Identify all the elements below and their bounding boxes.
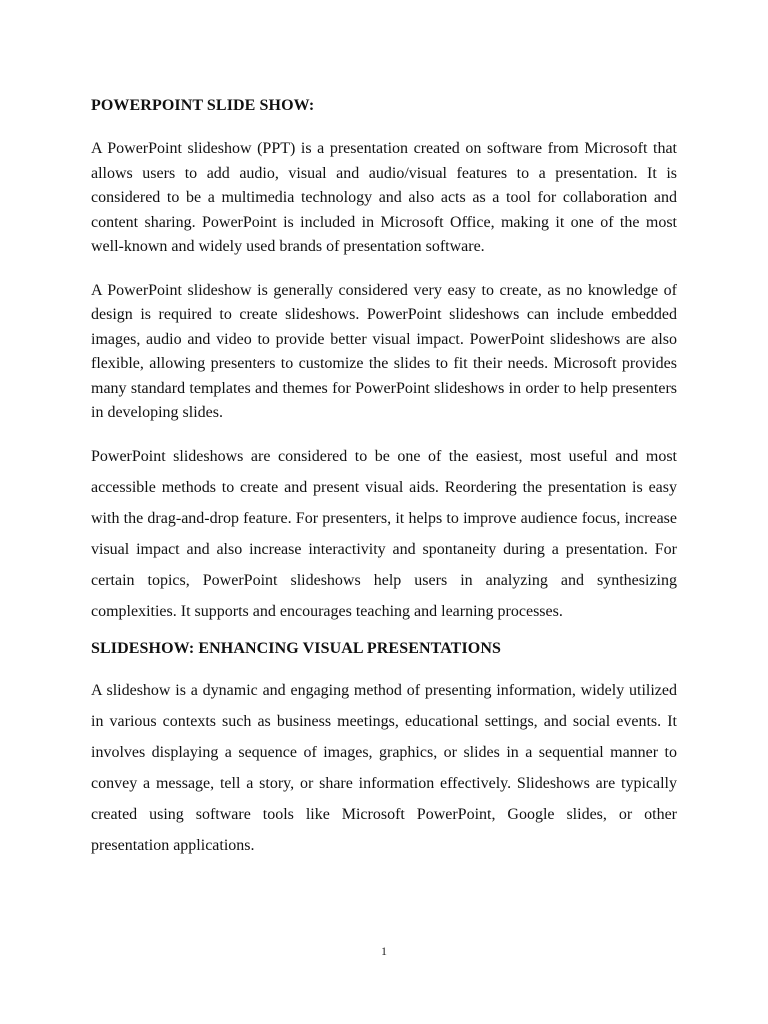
- paragraph-slideshow-definition: A slideshow is a dynamic and engaging method of presenting information, widely utilized in various contexts such as business meetings, educational settings, and social events. It involves displaying a sequence of images, graphics, or slides in a sequential manner to convey a message, tell a story, or share information effectively. Slideshows are typically created using software tools like Microsoft PowerPoint, Google slides, or other presentation applications.: [91, 681, 677, 854]
- paragraph-ppt-ease-of-creation: A PowerPoint slideshow is generally considered very easy to create, as no knowledge of design is required to create slideshows. PowerPoint slideshows can include embedded images, audio and video to provide better visual impact. PowerPoint slideshows are also flexible, allowing presenters to customize the slides to fit their needs. Microsoft provides many standard templates and themes for PowerPoint slideshows in order to help presenters in developing slides.: [91, 281, 677, 421]
- page-number: 1: [381, 944, 387, 958]
- paragraph-ppt-definition: A PowerPoint slideshow (PPT) is a presentation created on software from Microsoft that allows users to add audio, visual and audio/visual features to a presentation. It is considered to be a multimedia technology and also acts as a tool for collaboration and content sharing. PowerPoint is included in Microsoft Office, making it one of the most well-known and widely used brands of presentation software.: [91, 140, 677, 255]
- section-heading-powerpoint-slide-show: POWERPOINT SLIDE SHOW:: [91, 97, 315, 114]
- page-content: [91, 96, 677, 861]
- paragraph-ppt-benefits: PowerPoint slideshows are considered to be one of the easiest, most useful and most accessible methods to create and present visual aids. Reordering the presentation is easy with the drag-and-drop feature. For presenters, it helps to improve audience focus, increase visual impact and also increase interactivity and spontaneity during a presentation. For certain topics, PowerPoint slideshows help users in analyzing and synthesizing complexities. It supports and encourages teaching and learning processes.: [91, 447, 677, 620]
- section-heading-slideshow-enhancing: SLIDESHOW: ENHANCING VISUAL PRESENTATIONS: [91, 639, 501, 657]
